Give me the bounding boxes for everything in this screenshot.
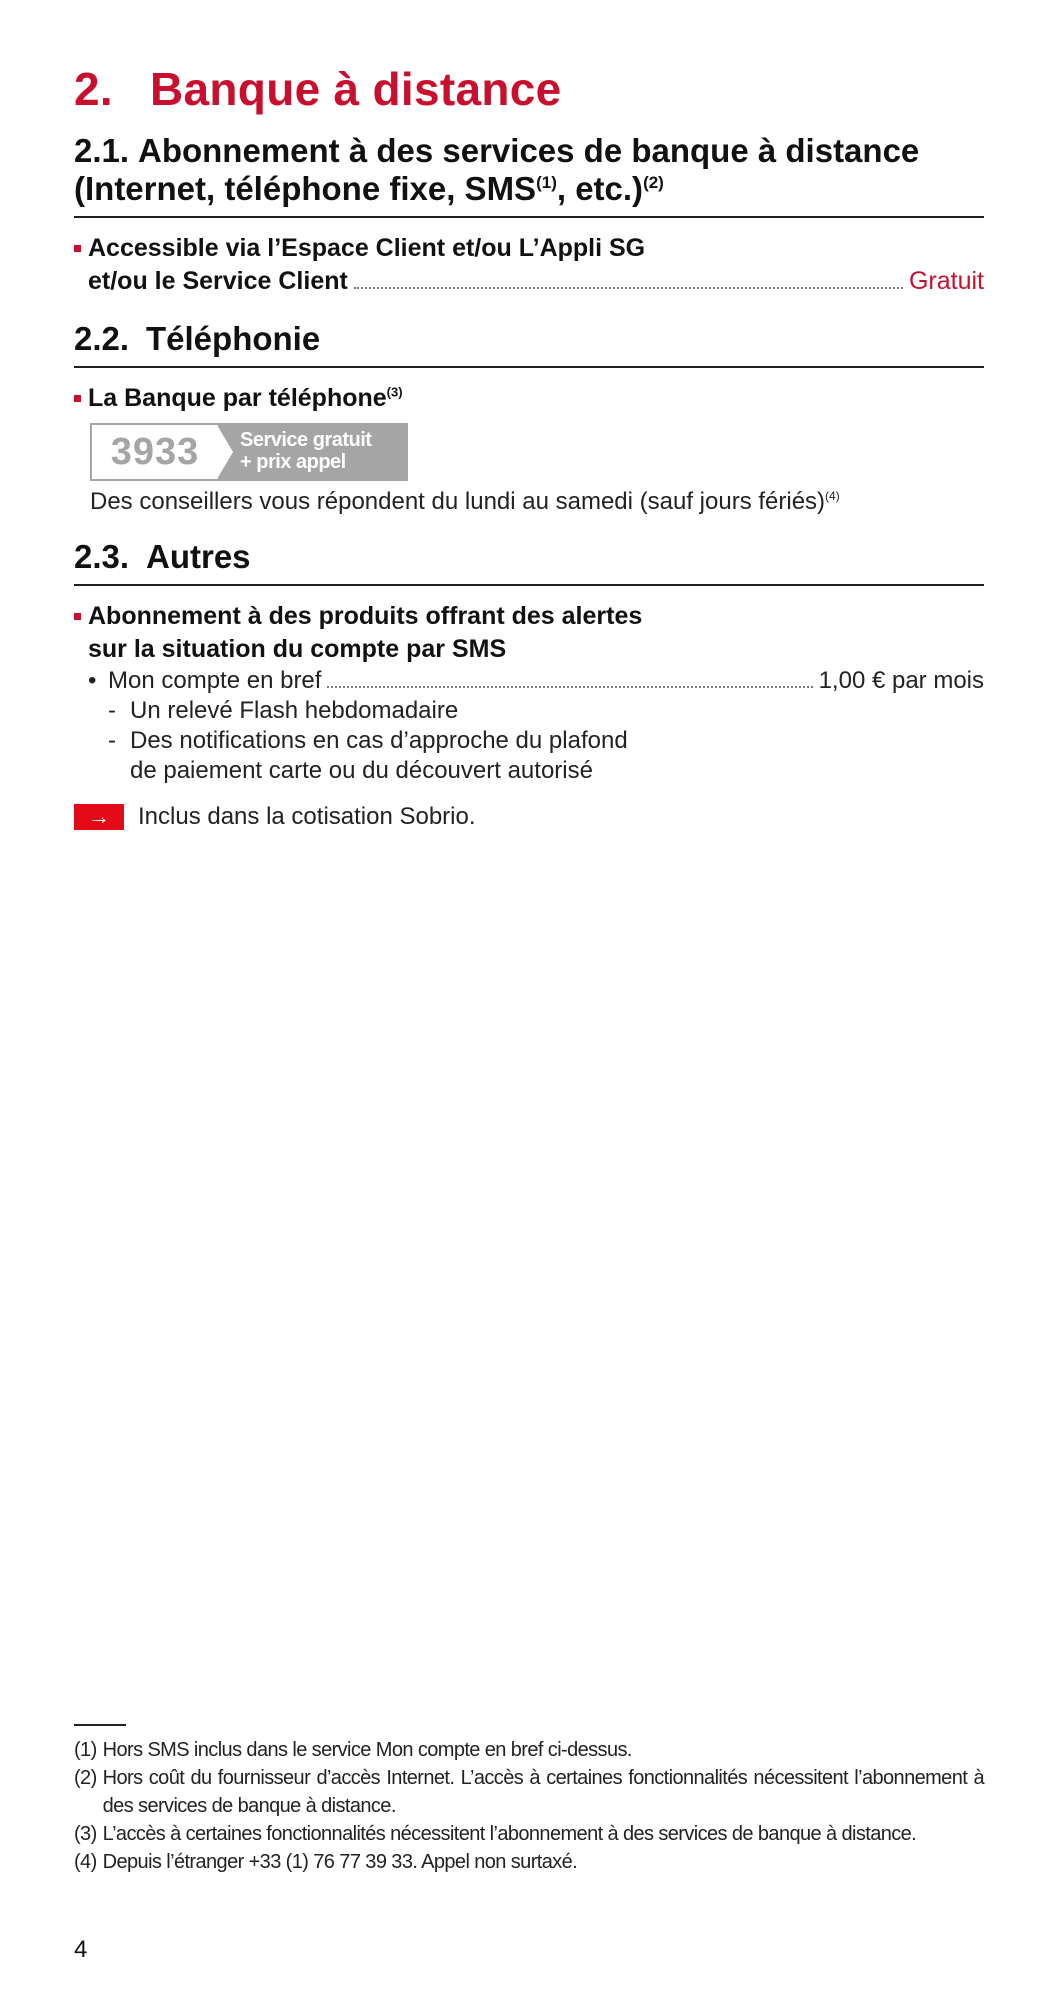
footnote-ref-2: (2) (643, 173, 664, 192)
footnote-3-text: L’accès à certaines fonctionnalités nécessitent l’abonnement à des services de banque à distance. (102, 1823, 917, 1845)
sub-item-flash (108, 696, 984, 726)
bullet-phone-banking (74, 382, 984, 415)
footnotes (74, 1724, 984, 1876)
footnote-1-text: Hors SMS inclus dans le service Mon compte en bref ci-dessus. (102, 1739, 632, 1761)
section-1-title (74, 132, 984, 208)
section-2-number: 2.2. (74, 320, 130, 357)
section-1-title-line2: (Internet, téléphone fixe, SMS (74, 170, 537, 207)
phone-number-badge[interactable] (90, 423, 408, 481)
footnotes-rule (74, 1724, 126, 1726)
section-3-rule (74, 584, 984, 586)
section-3-title-text: Autres (146, 538, 251, 575)
footnote-4 (74, 1848, 984, 1876)
section-1-title-line2b: , etc.) (556, 170, 644, 207)
sub-item-notifications (108, 726, 984, 786)
section-remote-banking-subscription (74, 132, 984, 298)
footnote-ref-1: (1) (536, 173, 557, 192)
page-title (74, 62, 562, 116)
right-arrow-icon: → (74, 804, 124, 830)
sub-item-flash-text: Un relevé Flash hebdomadaire (130, 697, 459, 724)
dot-leader (327, 685, 812, 688)
section-2-rule (74, 366, 984, 368)
section-3-number: 2.3. (74, 538, 130, 575)
section-2-title (74, 320, 984, 358)
phone-tag-line2: + prix appel (240, 451, 346, 473)
footnote-1-key: (1) (74, 1739, 97, 1761)
sub-item-notifications-line2: de paiement carte ou du découvert autorisé (130, 757, 593, 784)
included-note (74, 802, 984, 832)
page-number: 4 (74, 1936, 88, 1963)
bullet-access-line1: Accessible via l’Espace Client et/ou L’Appli SG (88, 234, 646, 262)
footnote-3 (74, 1820, 984, 1848)
section-telephony (74, 320, 984, 517)
footnote-3-key: (3) (74, 1823, 97, 1845)
footnote-4-text: Depuis l’étranger +33 (1) 76 77 39 33. Appel non surtaxé. (102, 1851, 578, 1873)
bullet-sms-line1: Abonnement à des produits offrant des alertes (88, 602, 643, 630)
phone-hours-note (90, 487, 984, 517)
included-note-text: Inclus dans la cotisation Sobrio. (138, 803, 476, 830)
footnote-ref-4: (4) (825, 489, 840, 503)
footnote-4-key: (4) (74, 1851, 97, 1873)
sub-item-notifications-line1: Des notifications en cas d’approche du plafond (130, 727, 628, 754)
footnote-ref-3: (3) (386, 384, 403, 400)
section-1-number: 2.1. (74, 132, 130, 169)
bullet-sms-line2: sur la situation du compte par SMS (88, 635, 507, 663)
dot-leader (354, 286, 903, 289)
dash-icon: - (108, 727, 116, 754)
bullet-access (74, 232, 984, 298)
item-mon-compte-label: Mon compte en bref (108, 667, 322, 694)
phone-number: 3933 (110, 430, 200, 473)
phone-tag-line1: Service gratuit (240, 429, 372, 451)
phone-hours-text: Des conseillers vous répondent du lundi au samedi (sauf jours fériés) (90, 488, 826, 515)
section-2-title-text: Téléphonie (146, 320, 321, 357)
footnote-2 (74, 1764, 984, 1820)
item-mon-compte-row (88, 666, 984, 696)
section-1-rule (74, 216, 984, 218)
section-other (74, 538, 984, 832)
bullet-phone-banking-text: La Banque par téléphone (88, 384, 387, 412)
dash-icon: - (108, 697, 116, 724)
footnote-2-key: (2) (74, 1767, 97, 1789)
title-text: Banque à distance (150, 63, 562, 115)
phone-service-tag (218, 425, 406, 479)
bullet-access-line2: et/ou le Service Client (88, 267, 348, 295)
dot-bullet-icon: • (88, 667, 97, 694)
bullet-sms-alerts (74, 600, 984, 666)
bullet-access-price-row (88, 265, 984, 298)
item-mon-compte-price: 1,00 € par mois (818, 667, 984, 694)
price-gratuit: Gratuit (908, 267, 984, 295)
footnote-2-text: Hors coût du fournisseur d’accès Internet. L’accès à certaines fonctionnalités nécessitent l’abonnement à des services de banque à distance. (102, 1767, 984, 1817)
section-3-title (74, 538, 984, 576)
footnote-1 (74, 1736, 984, 1764)
title-number: 2. (74, 63, 113, 115)
section-1-title-line1: Abonnement à des services de banque à distance (138, 132, 920, 169)
